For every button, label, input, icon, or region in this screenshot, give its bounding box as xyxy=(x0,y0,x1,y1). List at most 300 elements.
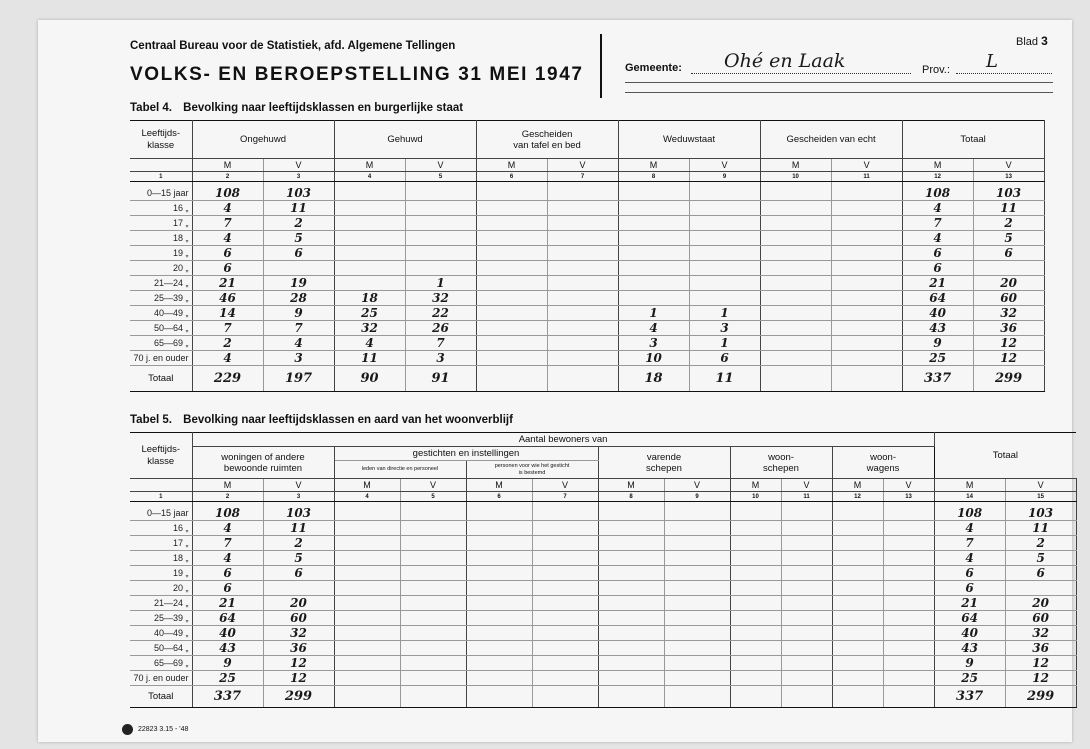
count-cell[interactable]: 21 xyxy=(934,595,1005,610)
count-cell[interactable] xyxy=(405,245,476,260)
count-cell[interactable] xyxy=(730,655,781,670)
total-cell[interactable]: 299 xyxy=(263,685,334,707)
count-cell[interactable] xyxy=(334,625,400,640)
count-cell[interactable]: 3 xyxy=(689,320,760,335)
count-cell[interactable] xyxy=(760,186,831,201)
count-cell[interactable]: 3 xyxy=(263,350,334,365)
count-cell[interactable] xyxy=(832,640,883,655)
count-cell[interactable] xyxy=(760,245,831,260)
count-cell[interactable] xyxy=(532,640,598,655)
count-cell[interactable] xyxy=(400,610,466,625)
count-cell[interactable] xyxy=(466,535,532,550)
count-cell[interactable] xyxy=(689,200,760,215)
count-cell[interactable] xyxy=(400,655,466,670)
count-cell[interactable]: 7 xyxy=(192,215,263,230)
count-cell[interactable] xyxy=(831,275,902,290)
count-cell[interactable]: 12 xyxy=(1005,670,1076,685)
count-cell[interactable]: 6 xyxy=(1005,565,1076,580)
count-cell[interactable] xyxy=(598,595,664,610)
count-cell[interactable] xyxy=(405,200,476,215)
count-cell[interactable]: 108 xyxy=(192,506,263,521)
count-cell[interactable] xyxy=(466,595,532,610)
total-cell[interactable]: 337 xyxy=(192,685,263,707)
count-cell[interactable]: 1 xyxy=(689,335,760,350)
count-cell[interactable]: 7 xyxy=(192,535,263,550)
count-cell[interactable]: 43 xyxy=(192,640,263,655)
count-cell[interactable]: 4 xyxy=(192,350,263,365)
count-cell[interactable] xyxy=(405,230,476,245)
count-cell[interactable] xyxy=(476,245,547,260)
count-cell[interactable]: 26 xyxy=(405,320,476,335)
count-cell[interactable]: 60 xyxy=(973,290,1044,305)
total-cell[interactable]: 90 xyxy=(334,365,405,391)
count-cell[interactable] xyxy=(476,230,547,245)
count-cell[interactable]: 7 xyxy=(263,320,334,335)
count-cell[interactable]: 36 xyxy=(263,640,334,655)
count-cell[interactable]: 11 xyxy=(973,200,1044,215)
count-cell[interactable] xyxy=(664,535,730,550)
count-cell[interactable] xyxy=(400,580,466,595)
count-cell[interactable] xyxy=(730,520,781,535)
count-cell[interactable] xyxy=(334,640,400,655)
count-cell[interactable] xyxy=(532,655,598,670)
total-cell[interactable] xyxy=(730,685,781,707)
count-cell[interactable] xyxy=(547,320,618,335)
count-cell[interactable] xyxy=(400,565,466,580)
count-cell[interactable]: 2 xyxy=(263,535,334,550)
count-cell[interactable]: 6 xyxy=(973,245,1044,260)
count-cell[interactable]: 32 xyxy=(334,320,405,335)
count-cell[interactable]: 5 xyxy=(973,230,1044,245)
count-cell[interactable] xyxy=(760,230,831,245)
count-cell[interactable] xyxy=(730,670,781,685)
count-cell[interactable] xyxy=(781,580,832,595)
total-cell[interactable] xyxy=(883,685,934,707)
count-cell[interactable] xyxy=(400,550,466,565)
count-cell[interactable]: 36 xyxy=(1005,640,1076,655)
count-cell[interactable]: 36 xyxy=(973,320,1044,335)
count-cell[interactable] xyxy=(781,655,832,670)
count-cell[interactable] xyxy=(547,305,618,320)
count-cell[interactable] xyxy=(334,245,405,260)
count-cell[interactable]: 3 xyxy=(405,350,476,365)
count-cell[interactable] xyxy=(466,580,532,595)
count-cell[interactable] xyxy=(466,520,532,535)
total-cell[interactable] xyxy=(598,685,664,707)
count-cell[interactable]: 4 xyxy=(192,230,263,245)
count-cell[interactable] xyxy=(598,610,664,625)
count-cell[interactable]: 6 xyxy=(192,245,263,260)
count-cell[interactable] xyxy=(598,520,664,535)
count-cell[interactable]: 4 xyxy=(192,200,263,215)
count-cell[interactable] xyxy=(334,550,400,565)
count-cell[interactable]: 7 xyxy=(192,320,263,335)
count-cell[interactable] xyxy=(598,640,664,655)
count-cell[interactable] xyxy=(730,580,781,595)
count-cell[interactable] xyxy=(664,550,730,565)
count-cell[interactable] xyxy=(664,595,730,610)
count-cell[interactable]: 4 xyxy=(934,550,1005,565)
count-cell[interactable]: 1 xyxy=(689,305,760,320)
total-cell[interactable] xyxy=(334,685,400,707)
count-cell[interactable]: 18 xyxy=(334,290,405,305)
count-cell[interactable] xyxy=(334,670,400,685)
count-cell[interactable] xyxy=(532,550,598,565)
count-cell[interactable] xyxy=(618,215,689,230)
total-cell[interactable] xyxy=(476,365,547,391)
count-cell[interactable] xyxy=(883,640,934,655)
count-cell[interactable] xyxy=(618,186,689,201)
count-cell[interactable]: 43 xyxy=(902,320,973,335)
count-cell[interactable] xyxy=(400,670,466,685)
count-cell[interactable] xyxy=(334,565,400,580)
count-cell[interactable] xyxy=(831,320,902,335)
count-cell[interactable]: 4 xyxy=(192,520,263,535)
count-cell[interactable] xyxy=(883,565,934,580)
count-cell[interactable]: 2 xyxy=(192,335,263,350)
count-cell[interactable]: 7 xyxy=(902,215,973,230)
count-cell[interactable] xyxy=(760,335,831,350)
total-cell[interactable] xyxy=(400,685,466,707)
count-cell[interactable]: 4 xyxy=(192,550,263,565)
count-cell[interactable]: 6 xyxy=(902,260,973,275)
count-cell[interactable] xyxy=(598,535,664,550)
count-cell[interactable]: 103 xyxy=(263,186,334,201)
count-cell[interactable] xyxy=(598,670,664,685)
count-cell[interactable] xyxy=(664,655,730,670)
count-cell[interactable] xyxy=(689,215,760,230)
count-cell[interactable]: 4 xyxy=(334,335,405,350)
count-cell[interactable]: 2 xyxy=(973,215,1044,230)
total-cell[interactable] xyxy=(781,685,832,707)
count-cell[interactable] xyxy=(781,595,832,610)
count-cell[interactable] xyxy=(334,215,405,230)
count-cell[interactable]: 64 xyxy=(902,290,973,305)
count-cell[interactable] xyxy=(730,565,781,580)
count-cell[interactable] xyxy=(883,520,934,535)
count-cell[interactable]: 4 xyxy=(618,320,689,335)
count-cell[interactable] xyxy=(618,200,689,215)
count-cell[interactable] xyxy=(334,275,405,290)
count-cell[interactable] xyxy=(334,655,400,670)
count-cell[interactable] xyxy=(476,350,547,365)
count-cell[interactable] xyxy=(760,320,831,335)
count-cell[interactable]: 6 xyxy=(934,565,1005,580)
count-cell[interactable]: 60 xyxy=(1005,610,1076,625)
count-cell[interactable] xyxy=(547,350,618,365)
count-cell[interactable]: 25 xyxy=(902,350,973,365)
count-cell[interactable] xyxy=(466,625,532,640)
total-cell[interactable] xyxy=(466,685,532,707)
count-cell[interactable] xyxy=(730,640,781,655)
count-cell[interactable] xyxy=(832,550,883,565)
count-cell[interactable]: 25 xyxy=(334,305,405,320)
count-cell[interactable] xyxy=(532,610,598,625)
count-cell[interactable]: 2 xyxy=(1005,535,1076,550)
count-cell[interactable]: 103 xyxy=(973,186,1044,201)
count-cell[interactable] xyxy=(547,260,618,275)
count-cell[interactable]: 21 xyxy=(902,275,973,290)
count-cell[interactable] xyxy=(664,625,730,640)
count-cell[interactable] xyxy=(832,520,883,535)
count-cell[interactable] xyxy=(547,186,618,201)
count-cell[interactable] xyxy=(883,506,934,521)
total-cell[interactable]: 229 xyxy=(192,365,263,391)
count-cell[interactable]: 4 xyxy=(263,335,334,350)
count-cell[interactable] xyxy=(466,655,532,670)
count-cell[interactable] xyxy=(730,506,781,521)
count-cell[interactable] xyxy=(405,260,476,275)
count-cell[interactable] xyxy=(883,625,934,640)
count-cell[interactable] xyxy=(598,580,664,595)
count-cell[interactable]: 11 xyxy=(1005,520,1076,535)
count-cell[interactable]: 12 xyxy=(973,350,1044,365)
count-cell[interactable] xyxy=(598,655,664,670)
count-cell[interactable] xyxy=(832,595,883,610)
count-cell[interactable] xyxy=(466,640,532,655)
total-cell[interactable] xyxy=(547,365,618,391)
count-cell[interactable]: 20 xyxy=(1005,595,1076,610)
count-cell[interactable] xyxy=(664,670,730,685)
count-cell[interactable]: 20 xyxy=(973,275,1044,290)
count-cell[interactable] xyxy=(664,565,730,580)
count-cell[interactable] xyxy=(781,625,832,640)
count-cell[interactable] xyxy=(832,655,883,670)
count-cell[interactable] xyxy=(532,625,598,640)
count-cell[interactable] xyxy=(831,290,902,305)
count-cell[interactable] xyxy=(405,186,476,201)
count-cell[interactable] xyxy=(476,275,547,290)
count-cell[interactable] xyxy=(781,610,832,625)
count-cell[interactable] xyxy=(476,335,547,350)
count-cell[interactable] xyxy=(832,565,883,580)
count-cell[interactable]: 7 xyxy=(405,335,476,350)
count-cell[interactable] xyxy=(532,506,598,521)
count-cell[interactable] xyxy=(831,230,902,245)
count-cell[interactable]: 21 xyxy=(192,275,263,290)
count-cell[interactable]: 1 xyxy=(405,275,476,290)
count-cell[interactable] xyxy=(400,535,466,550)
count-cell[interactable] xyxy=(1005,580,1076,595)
count-cell[interactable]: 32 xyxy=(973,305,1044,320)
count-cell[interactable] xyxy=(476,305,547,320)
count-cell[interactable] xyxy=(832,625,883,640)
count-cell[interactable] xyxy=(618,260,689,275)
count-cell[interactable] xyxy=(400,520,466,535)
count-cell[interactable] xyxy=(973,260,1044,275)
count-cell[interactable]: 4 xyxy=(902,200,973,215)
total-cell[interactable] xyxy=(664,685,730,707)
count-cell[interactable]: 12 xyxy=(1005,655,1076,670)
count-cell[interactable] xyxy=(883,655,934,670)
count-cell[interactable] xyxy=(400,506,466,521)
count-cell[interactable] xyxy=(618,275,689,290)
count-cell[interactable]: 108 xyxy=(192,186,263,201)
total-cell[interactable]: 337 xyxy=(934,685,1005,707)
count-cell[interactable] xyxy=(664,610,730,625)
count-cell[interactable] xyxy=(883,550,934,565)
count-cell[interactable] xyxy=(598,625,664,640)
count-cell[interactable]: 11 xyxy=(263,520,334,535)
total-cell[interactable]: 197 xyxy=(263,365,334,391)
count-cell[interactable]: 6 xyxy=(192,565,263,580)
count-cell[interactable] xyxy=(547,200,618,215)
count-cell[interactable] xyxy=(547,290,618,305)
count-cell[interactable]: 6 xyxy=(263,245,334,260)
count-cell[interactable]: 43 xyxy=(934,640,1005,655)
count-cell[interactable]: 9 xyxy=(902,335,973,350)
count-cell[interactable] xyxy=(547,245,618,260)
total-cell[interactable]: 18 xyxy=(618,365,689,391)
count-cell[interactable] xyxy=(689,230,760,245)
count-cell[interactable] xyxy=(831,200,902,215)
count-cell[interactable]: 103 xyxy=(1005,506,1076,521)
count-cell[interactable] xyxy=(883,535,934,550)
count-cell[interactable] xyxy=(466,506,532,521)
count-cell[interactable] xyxy=(781,565,832,580)
count-cell[interactable] xyxy=(831,335,902,350)
count-cell[interactable] xyxy=(400,625,466,640)
count-cell[interactable]: 64 xyxy=(934,610,1005,625)
count-cell[interactable] xyxy=(532,595,598,610)
count-cell[interactable]: 6 xyxy=(192,580,263,595)
count-cell[interactable] xyxy=(476,215,547,230)
count-cell[interactable]: 10 xyxy=(618,350,689,365)
count-cell[interactable] xyxy=(598,565,664,580)
count-cell[interactable] xyxy=(400,640,466,655)
count-cell[interactable] xyxy=(760,260,831,275)
count-cell[interactable]: 32 xyxy=(1005,625,1076,640)
count-cell[interactable]: 1 xyxy=(618,305,689,320)
count-cell[interactable]: 60 xyxy=(263,610,334,625)
count-cell[interactable]: 32 xyxy=(405,290,476,305)
count-cell[interactable]: 20 xyxy=(263,595,334,610)
count-cell[interactable] xyxy=(476,186,547,201)
count-cell[interactable] xyxy=(263,580,334,595)
count-cell[interactable]: 4 xyxy=(934,520,1005,535)
count-cell[interactable]: 19 xyxy=(263,275,334,290)
total-cell[interactable] xyxy=(532,685,598,707)
count-cell[interactable]: 12 xyxy=(973,335,1044,350)
count-cell[interactable] xyxy=(547,275,618,290)
count-cell[interactable] xyxy=(730,625,781,640)
count-cell[interactable] xyxy=(760,290,831,305)
count-cell[interactable]: 6 xyxy=(689,350,760,365)
count-cell[interactable] xyxy=(334,506,400,521)
count-cell[interactable] xyxy=(334,535,400,550)
count-cell[interactable]: 6 xyxy=(934,580,1005,595)
count-cell[interactable] xyxy=(466,550,532,565)
count-cell[interactable]: 11 xyxy=(334,350,405,365)
count-cell[interactable] xyxy=(689,260,760,275)
count-cell[interactable] xyxy=(760,275,831,290)
total-cell[interactable]: 299 xyxy=(1005,685,1076,707)
count-cell[interactable]: 4 xyxy=(902,230,973,245)
total-cell[interactable] xyxy=(760,365,831,391)
count-cell[interactable] xyxy=(831,305,902,320)
count-cell[interactable]: 46 xyxy=(192,290,263,305)
count-cell[interactable] xyxy=(476,290,547,305)
count-cell[interactable] xyxy=(689,186,760,201)
total-cell[interactable] xyxy=(831,365,902,391)
count-cell[interactable]: 6 xyxy=(192,260,263,275)
count-cell[interactable] xyxy=(689,290,760,305)
count-cell[interactable]: 14 xyxy=(192,305,263,320)
count-cell[interactable]: 11 xyxy=(263,200,334,215)
count-cell[interactable] xyxy=(476,260,547,275)
count-cell[interactable] xyxy=(781,520,832,535)
count-cell[interactable] xyxy=(532,580,598,595)
count-cell[interactable] xyxy=(883,580,934,595)
count-cell[interactable] xyxy=(730,535,781,550)
count-cell[interactable]: 7 xyxy=(934,535,1005,550)
count-cell[interactable] xyxy=(760,200,831,215)
count-cell[interactable]: 3 xyxy=(618,335,689,350)
count-cell[interactable] xyxy=(664,506,730,521)
count-cell[interactable] xyxy=(730,595,781,610)
count-cell[interactable] xyxy=(883,610,934,625)
count-cell[interactable] xyxy=(476,200,547,215)
count-cell[interactable] xyxy=(831,215,902,230)
count-cell[interactable]: 25 xyxy=(192,670,263,685)
count-cell[interactable]: 2 xyxy=(263,215,334,230)
total-cell[interactable]: 337 xyxy=(902,365,973,391)
count-cell[interactable]: 108 xyxy=(902,186,973,201)
count-cell[interactable] xyxy=(689,245,760,260)
count-cell[interactable] xyxy=(831,350,902,365)
count-cell[interactable]: 5 xyxy=(263,550,334,565)
count-cell[interactable] xyxy=(334,186,405,201)
count-cell[interactable] xyxy=(760,215,831,230)
count-cell[interactable] xyxy=(598,550,664,565)
count-cell[interactable] xyxy=(781,640,832,655)
count-cell[interactable] xyxy=(476,320,547,335)
count-cell[interactable] xyxy=(598,506,664,521)
count-cell[interactable] xyxy=(832,506,883,521)
count-cell[interactable]: 40 xyxy=(934,625,1005,640)
count-cell[interactable] xyxy=(532,670,598,685)
count-cell[interactable] xyxy=(334,595,400,610)
count-cell[interactable] xyxy=(760,305,831,320)
count-cell[interactable] xyxy=(618,245,689,260)
count-cell[interactable] xyxy=(781,670,832,685)
count-cell[interactable] xyxy=(334,580,400,595)
count-cell[interactable] xyxy=(263,260,334,275)
count-cell[interactable] xyxy=(532,535,598,550)
count-cell[interactable] xyxy=(781,506,832,521)
count-cell[interactable]: 103 xyxy=(263,506,334,521)
count-cell[interactable] xyxy=(832,580,883,595)
count-cell[interactable] xyxy=(760,350,831,365)
count-cell[interactable]: 21 xyxy=(192,595,263,610)
count-cell[interactable]: 5 xyxy=(1005,550,1076,565)
count-cell[interactable]: 32 xyxy=(263,625,334,640)
count-cell[interactable] xyxy=(781,535,832,550)
count-cell[interactable]: 28 xyxy=(263,290,334,305)
count-cell[interactable] xyxy=(831,186,902,201)
total-cell[interactable]: 11 xyxy=(689,365,760,391)
count-cell[interactable]: 25 xyxy=(934,670,1005,685)
count-cell[interactable] xyxy=(547,230,618,245)
count-cell[interactable] xyxy=(664,580,730,595)
count-cell[interactable] xyxy=(466,670,532,685)
count-cell[interactable]: 6 xyxy=(263,565,334,580)
count-cell[interactable] xyxy=(781,550,832,565)
count-cell[interactable] xyxy=(883,595,934,610)
count-cell[interactable] xyxy=(618,290,689,305)
prov-value[interactable]: L xyxy=(986,51,998,72)
count-cell[interactable]: 12 xyxy=(263,670,334,685)
